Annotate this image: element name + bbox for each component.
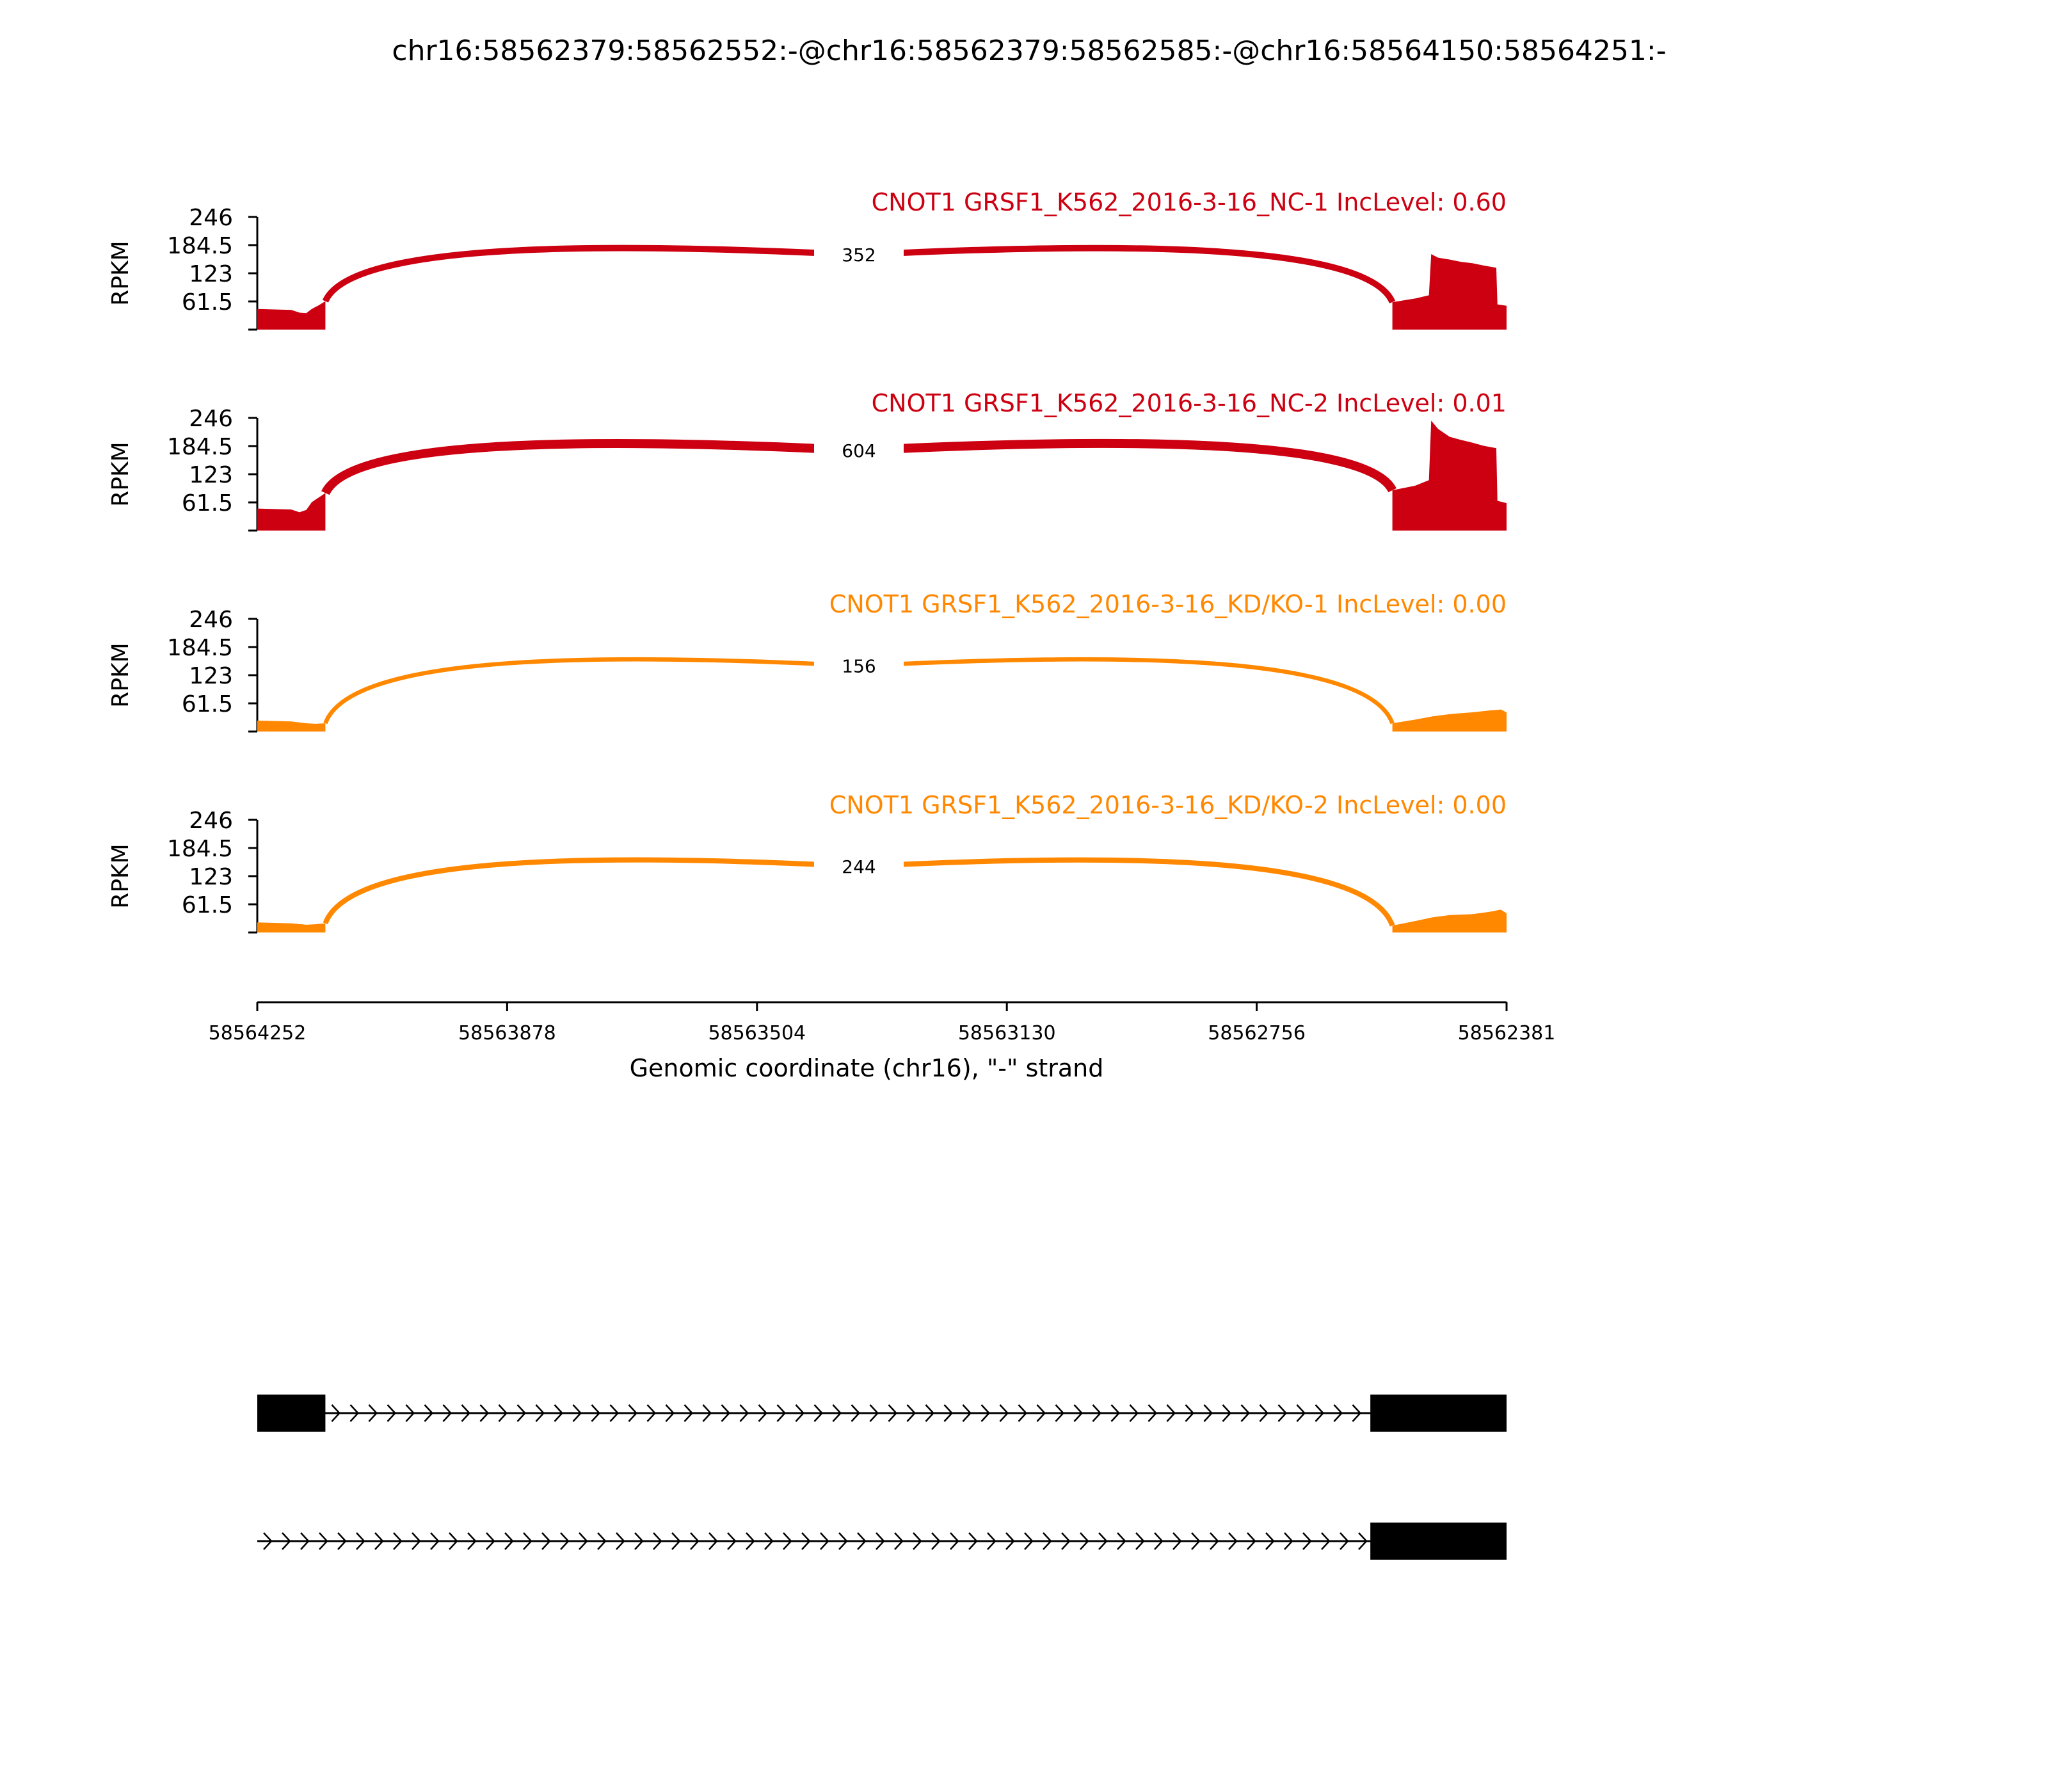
chart-title: chr16:58562379:58562552:-@chr16:58562379:58562585:-@chr16:58564150:58564251:-: [392, 35, 1667, 67]
y-tick-label: 184.5: [166, 434, 233, 460]
exon-block: [1370, 1395, 1507, 1432]
coverage-left-exon: [257, 721, 325, 732]
y-tick-label: 184.5: [166, 836, 233, 862]
gene-model-1: [257, 1395, 1507, 1432]
y-axis-label: RPKM: [108, 844, 134, 909]
y-axis: [167, 406, 257, 531]
y-tick-label: 123: [189, 261, 233, 287]
coverage-left-exon: [257, 922, 325, 932]
x-tick-label: 58563878: [458, 1022, 556, 1044]
y-axis-label: RPKM: [108, 643, 134, 708]
y-tick-label: 123: [189, 462, 233, 488]
y-axis-label: RPKM: [108, 442, 134, 507]
track-3: [108, 590, 1507, 732]
x-tick-label: 58562381: [1457, 1022, 1556, 1044]
junction-count: 604: [842, 440, 876, 461]
track-1: [108, 188, 1507, 330]
y-axis-label: RPKM: [108, 241, 134, 306]
y-tick-label: 61.5: [181, 289, 233, 316]
track-title: CNOT1 GRSF1_K562_2016-3-16_NC-2 IncLevel: 0.01: [871, 389, 1507, 417]
coverage-right-exon: [1393, 420, 1507, 531]
exon-block: [1370, 1523, 1507, 1560]
coverage-right-exon: [1393, 710, 1507, 732]
x-tick-label: 58563504: [708, 1022, 806, 1044]
y-tick-label: 246: [189, 808, 233, 834]
y-axis: [167, 808, 257, 932]
junction-count: 352: [842, 244, 876, 266]
x-axis: [209, 1002, 1556, 1082]
coverage-left-exon: [257, 301, 325, 330]
y-tick-label: 246: [189, 205, 233, 231]
x-axis-label: Genomic coordinate (chr16), "-" strand: [629, 1054, 1104, 1082]
y-tick-label: 61.5: [181, 892, 233, 918]
track-title: CNOT1 GRSF1_K562_2016-3-16_KD/KO-2 IncLevel: 0.00: [829, 791, 1507, 819]
y-tick-label: 246: [189, 607, 233, 633]
coverage-right-exon: [1393, 909, 1507, 932]
track-title: CNOT1 GRSF1_K562_2016-3-16_KD/KO-1 IncLevel: 0.00: [829, 590, 1507, 618]
x-tick-label: 58563130: [957, 1022, 1056, 1044]
y-tick-label: 184.5: [166, 233, 233, 259]
y-tick-label: 61.5: [181, 490, 233, 516]
exon-block: [257, 1395, 325, 1432]
y-tick-label: 123: [189, 864, 233, 890]
track-2: [108, 389, 1507, 531]
junction-count: 156: [842, 655, 876, 677]
tracks: [108, 188, 1507, 932]
gene-model-2: [257, 1523, 1507, 1560]
junction-count: 244: [842, 856, 876, 877]
coverage-right-exon: [1393, 254, 1507, 330]
y-tick-label: 246: [189, 406, 233, 432]
x-tick-label: 58564252: [208, 1022, 307, 1044]
coverage-left-exon: [257, 493, 325, 531]
track-4: [108, 791, 1507, 932]
y-axis: [167, 607, 257, 732]
y-tick-label: 184.5: [166, 635, 233, 661]
track-title: CNOT1 GRSF1_K562_2016-3-16_NC-1 IncLevel: 0.60: [871, 188, 1507, 216]
y-axis: [167, 205, 257, 330]
y-tick-label: 61.5: [181, 691, 233, 717]
gene-models: [257, 1395, 1507, 1560]
x-tick-label: 58562756: [1208, 1022, 1306, 1044]
y-tick-label: 123: [189, 663, 233, 689]
